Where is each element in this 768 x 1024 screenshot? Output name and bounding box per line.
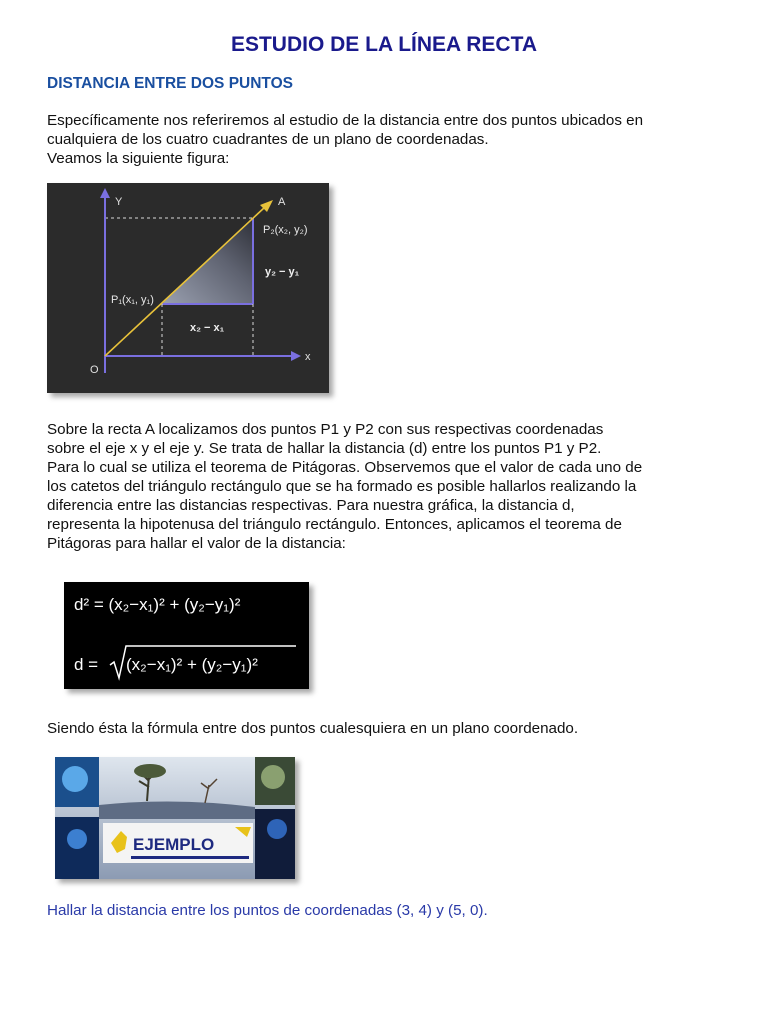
origin-label: O <box>90 364 99 376</box>
formula-svg <box>64 582 309 689</box>
explanation-line: diferencia entre las distancias respectivas. Para nuestra gráfica, la distancia d, <box>47 497 575 514</box>
intro-paragraph <box>47 111 747 168</box>
p1-label: P₁(x₁, y₁) <box>111 294 154 306</box>
tree-canopy <box>134 764 166 778</box>
explanation-line: Para lo cual se utiliza el teorema de Pitágoras. Observemos que el valor de cada uno de <box>47 459 643 476</box>
figure-icon <box>67 829 87 849</box>
dx-label: x₂ − x₁ <box>190 322 225 334</box>
formula-distance-rhs: (x₂−x₁)² + (y₂−y₁)² <box>126 655 258 674</box>
y-axis-arrow <box>100 188 110 198</box>
intro-line: Veamos la siguiente figura: <box>47 150 230 167</box>
intro-line: Específicamente nos referiremos al estudio de la distancia entre dos puntos ubicados en <box>47 112 644 129</box>
intro-line: cualquiera de los cuatro cuadrantes de un plano de coordenadas. <box>47 131 489 148</box>
explanation-line: sobre el eje x y el eje y. Se trata de hallar la distancia (d) entre los puntos P1 y P2. <box>47 440 602 457</box>
line-a-label: A <box>278 196 286 208</box>
formula-distance-lhs: d = <box>74 655 99 674</box>
explanation-line: representa la hipotenusa del triángulo rectángulo. Entonces, aplicamos el teorema de <box>47 516 622 533</box>
explanation-line: Sobre la recta A localizamos dos puntos P1 y P2 con sus respectivas coordenadas <box>47 421 604 438</box>
example-question: Hallar la distancia entre los puntos de coordenadas (3, 4) y (5, 0). <box>47 902 488 919</box>
dy-label: y₂ − y₁ <box>265 266 300 278</box>
explanation-line: Pitágoras para hallar el valor de la distancia: <box>47 535 346 552</box>
conclusion-text: Siendo ésta la fórmula entre dos puntos cualesquiera en un plano coordenado. <box>47 720 579 737</box>
label-underline <box>131 856 249 859</box>
face-icon <box>261 765 285 789</box>
p2-label: P₂(x₂, y₂) <box>263 224 308 236</box>
y-axis-label: Y <box>115 196 123 208</box>
section-heading: DISTANCIA ENTRE DOS PUNTOS <box>47 75 294 92</box>
diagram-svg <box>47 183 329 393</box>
example-banner <box>55 757 295 879</box>
formula-squared: d² = (x₂−x₁)² + (y₂−y₁)² <box>74 595 241 614</box>
figure-icon <box>267 819 287 839</box>
x-axis-label: x <box>305 351 311 363</box>
explanation-line: los catetos del triángulo rectángulo que se ha formado es posible hallarlos realizando la <box>47 478 637 495</box>
example-label: EJEMPLO <box>133 835 215 854</box>
formula-box <box>64 582 309 689</box>
distance-diagram <box>47 183 329 393</box>
face-icon <box>62 766 88 792</box>
banner-svg <box>55 757 295 879</box>
explanation-paragraph <box>47 420 747 553</box>
x-axis-arrow <box>291 351 301 361</box>
page-title: ESTUDIO DE LA LÍNEA RECTA <box>230 33 538 56</box>
